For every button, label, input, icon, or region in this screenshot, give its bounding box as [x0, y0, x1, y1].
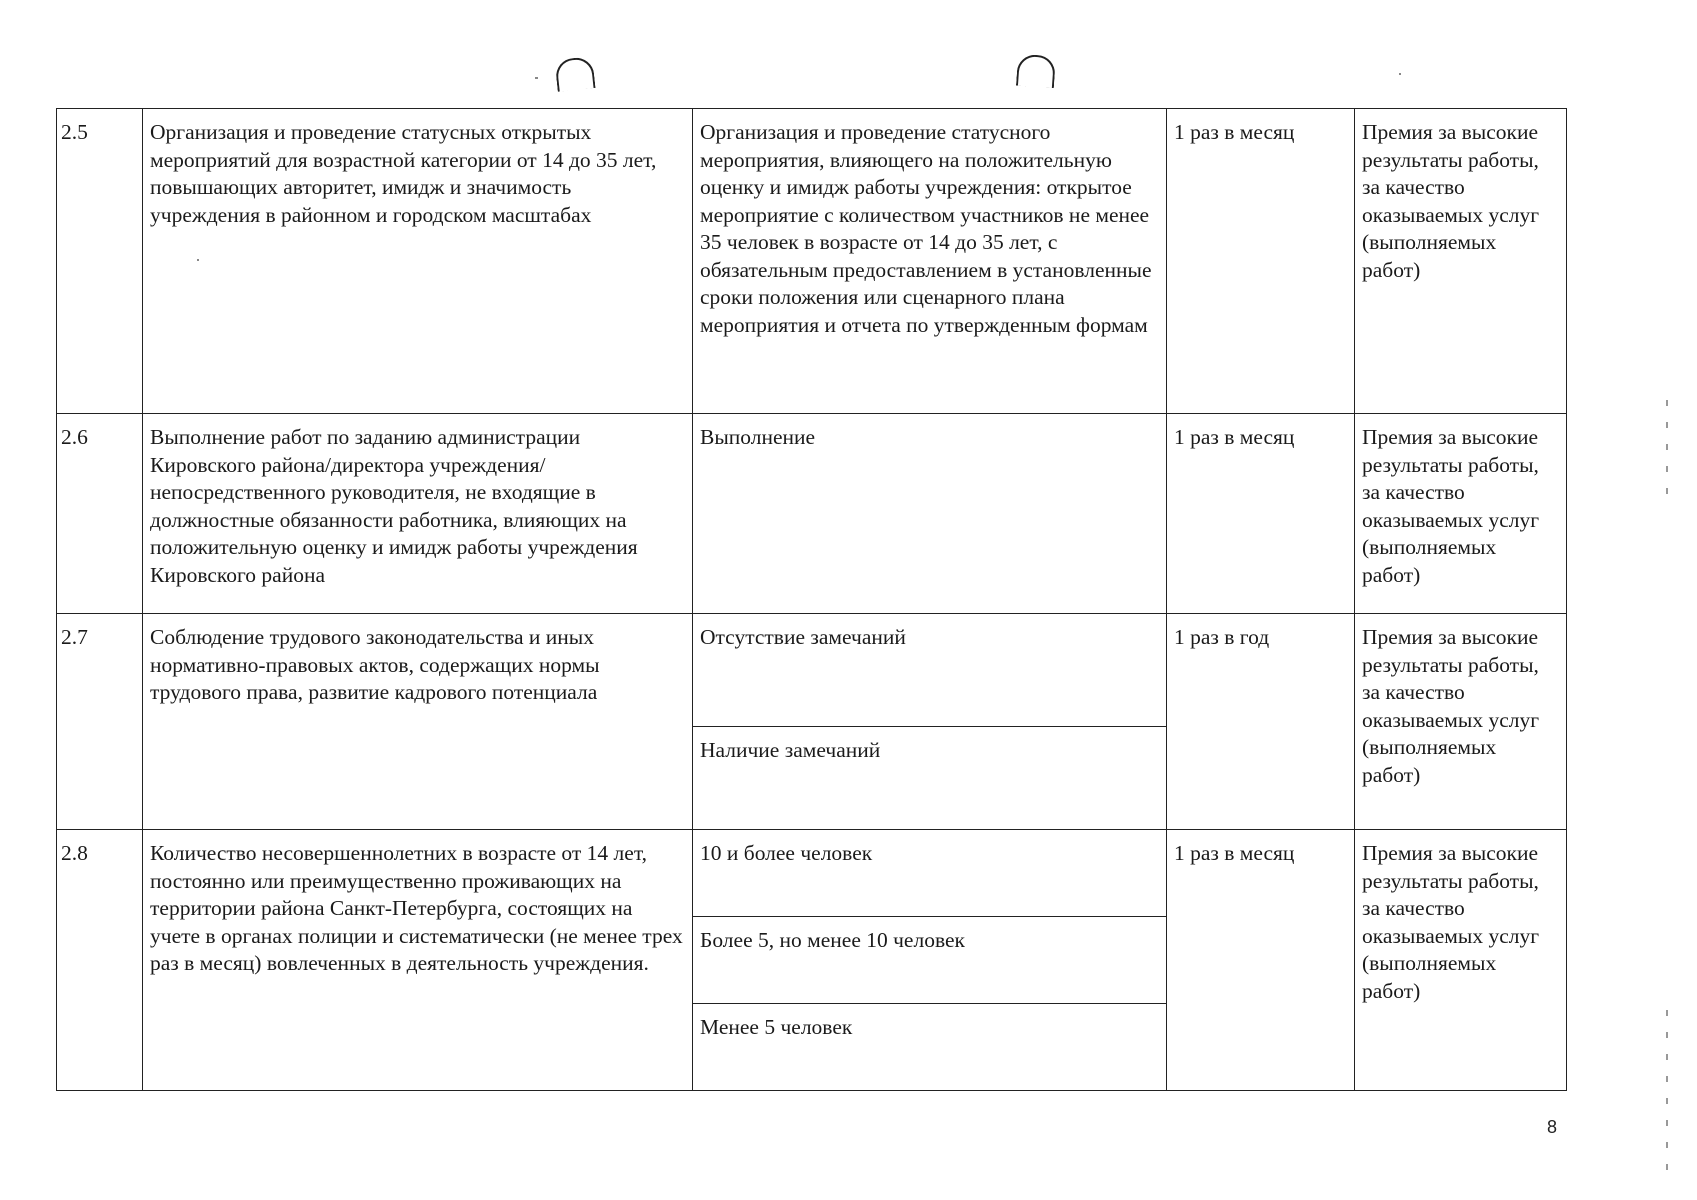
criterion: Более 5, но менее 10 человек	[693, 917, 1167, 1004]
bonus-type: Премия за высокие результаты работы, за качество оказываемых услуг (выполняемых работ)	[1355, 414, 1567, 614]
frequency: 1 раз в месяц	[1167, 109, 1355, 414]
criterion: Отсутствие замечаний	[693, 614, 1167, 727]
frequency: 1 раз в год	[1167, 614, 1355, 830]
row-number: 2.6	[57, 414, 143, 614]
scan-speck	[197, 259, 199, 261]
row-number: 2.7	[57, 614, 143, 830]
table-row	[57, 830, 1567, 917]
bonus-type: Премия за высокие результаты работы, за качество оказываемых услуг (выполняемых работ)	[1355, 109, 1567, 414]
frequency: 1 раз в месяц	[1167, 830, 1355, 1091]
criterion: 10 и более человек	[693, 830, 1167, 917]
punch-hole-mark	[1016, 54, 1056, 89]
indicator-name: Количество несовершеннолетних в возрасте от 14 лет, постоянно или преимущественно проживающих на территории района Санкт-Петербурга, состоящих на учете в органах полиции и систематически (не менее трех раз в месяц) вовлеченных в деятельность учреждения.	[143, 830, 693, 1091]
table-row	[57, 414, 1567, 614]
criterion: Наличие замечаний	[693, 727, 1167, 830]
row-number: 2.8	[57, 830, 143, 1091]
scan-speck	[535, 77, 538, 79]
page-number: 8	[1547, 1117, 1558, 1137]
criteria-table	[56, 108, 1567, 1091]
table-row	[57, 614, 1567, 727]
criterion: Выполнение	[693, 414, 1167, 614]
row-number: 2.5	[57, 109, 143, 414]
bonus-type: Премия за высокие результаты работы, за качество оказываемых услуг (выполняемых работ)	[1355, 830, 1567, 1091]
indicator-name: Организация и проведение статусных открытых мероприятий для возрастной категории от 14 до 35 лет, повышающих авторитет, имидж и значимость учреждения в районном и городском масштабах	[143, 109, 693, 414]
bonus-type: Премия за высокие результаты работы, за качество оказываемых услуг (выполняемых работ)	[1355, 614, 1567, 830]
indicator-name: Соблюдение трудового законодательства и иных нормативно-правовых актов, содержащих нормы трудового права, развитие кадрового потенциала	[143, 614, 693, 830]
scan-speck	[1399, 73, 1401, 75]
criterion: Менее 5 человек	[693, 1004, 1167, 1091]
table-row	[57, 109, 1567, 414]
scan-margin-mark	[1666, 400, 1668, 510]
criterion: Организация и проведение статусного мероприятия, влияющего на положительную оценку и имидж работы учреждения: открытое мероприятие с количеством участников не менее 35 человек в возрасте от 14 до 35 лет, с обязательным предоставлением в установленные сроки положения или сценарного плана мероприятия и отчета по утвержденным формам	[693, 109, 1167, 414]
indicator-name: Выполнение работ по заданию администрации Кировского района/директора учреждения/непосредственного руководителя, не входящие в должностные обязанности работника, влияющих на положительную оценку и имидж работы учреждения Кировского района	[143, 414, 693, 614]
punch-hole-mark	[554, 56, 595, 92]
scan-margin-mark	[1666, 1010, 1668, 1180]
frequency: 1 раз в месяц	[1167, 414, 1355, 614]
